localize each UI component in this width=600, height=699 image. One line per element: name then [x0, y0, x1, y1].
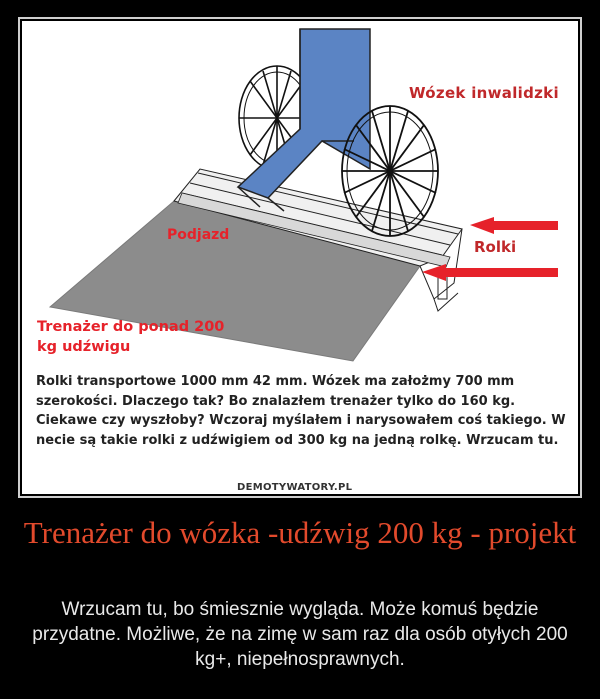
- label-trainer: Trenażer do ponad 200 kg udźwigu: [37, 319, 225, 355]
- poster-description: Rolki transportowe 1000 mm 42 mm. Wózek ma założmy 700 mm szerokości. Dlaczego tak? Bo znalazłem trenażer tylko do 160 kg. Ciekawe czy wyszłoby? Wczoraj myślałem i narysowałem coś takiego. W necie są takie rolki z udźwigiem od 300 kg na jedną rolkę. Wrzucam tu.: [36, 374, 566, 448]
- poster-image: [22, 21, 578, 494]
- label-rollers: Rolki: [474, 238, 517, 256]
- page-title: Trenażer do wózka -udźwig 200 kg - projekt: [23, 515, 577, 550]
- page-caption: Wrzucam tu, bo śmiesznie wygląda. Może komuś będzie przydatne. Możliwe, że na zimę w sam raz dla osób otyłych 200 kg+, niepełnosprawnych.: [32, 599, 568, 670]
- front-wheel: [342, 106, 438, 236]
- label-ramp: Podjazd: [167, 227, 230, 243]
- label-wheelchair: Wózek inwalidzki: [409, 84, 559, 102]
- wheelchair-seat: [238, 29, 370, 198]
- site-watermark: DEMOTYWATORY.PL: [237, 482, 353, 493]
